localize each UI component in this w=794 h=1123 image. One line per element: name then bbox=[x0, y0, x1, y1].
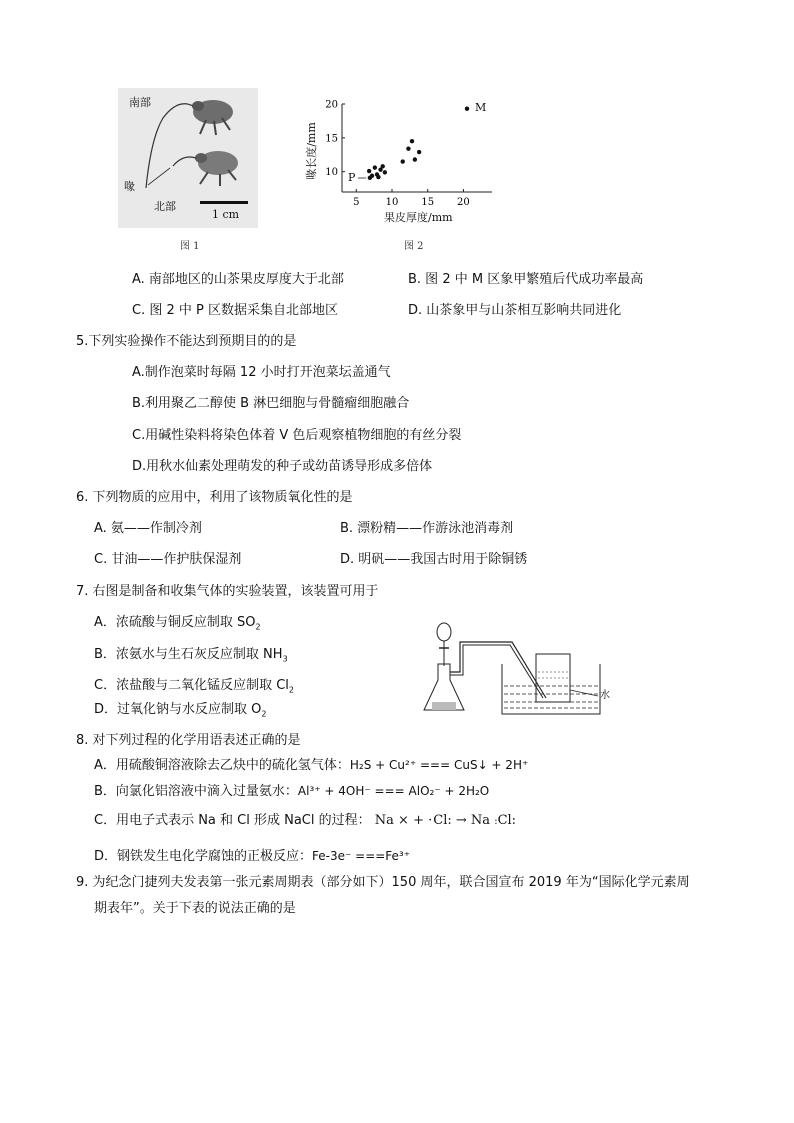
q6-option-d: D. 明矾——我国古时用于除铜锈 bbox=[340, 552, 528, 567]
q8-option-c: C．用电子式表示 Na 和 Cl 形成 NaCl 的过程： Na × + ·Cl: → Na :Cl: bbox=[94, 813, 517, 828]
q6-option-a: A. 氨——作制冷剂 bbox=[94, 521, 202, 536]
data-point bbox=[413, 157, 417, 161]
label-beak: 喙 bbox=[124, 180, 135, 193]
y-tick-label: 15 bbox=[325, 133, 338, 145]
q4-option-b: B. 图 2 中 M 区象甲繁殖后代成功率最高 bbox=[408, 272, 644, 287]
y-tick-label: 10 bbox=[325, 167, 338, 179]
q5-stem: 5.下列实验操作不能达到预期目的的是 bbox=[76, 334, 297, 349]
q8-option-b: B．向氯化铝溶液中滴入过量氨水：Al³⁺ + 4OH⁻ === AlO₂⁻ + 2H₂O bbox=[94, 784, 490, 799]
q9-stem-line2: 期表年”。关于下表的说法正确的是 bbox=[94, 901, 296, 916]
data-point bbox=[383, 170, 387, 174]
data-point bbox=[376, 175, 380, 179]
q8-option-d: D．钢铁发生电化学腐蚀的正极反应：Fe-3e⁻ ===Fe³⁺ bbox=[94, 849, 411, 864]
data-point bbox=[417, 150, 421, 154]
gas-apparatus-figure bbox=[420, 618, 620, 718]
data-point bbox=[373, 165, 377, 169]
figure-1-caption: 图 1 bbox=[180, 241, 200, 252]
q7-option-d: D．过氧化钠与水反应制取 $O_2$ bbox=[94, 702, 267, 719]
x-tick-label: 20 bbox=[457, 197, 470, 208]
water-label: 水 bbox=[600, 690, 610, 701]
x-tick-label: 5 bbox=[353, 197, 360, 208]
point-M-label: M bbox=[475, 101, 487, 114]
q6-option-b: B. 漂粉精——作游泳池消毒剂 bbox=[340, 521, 514, 536]
data-point bbox=[367, 169, 371, 173]
y-axis-label: 喙长度/mm bbox=[304, 122, 318, 180]
electron-formula: Na × + ·Cl: → Na :Cl: bbox=[374, 813, 517, 828]
q6-stem: 6. 下列物质的应用中，利用了该物质氧化性的是 bbox=[76, 490, 353, 505]
apparatus-drawing bbox=[420, 618, 620, 718]
q6-option-c: C. 甘油——作护肤保湿剂 bbox=[94, 552, 242, 567]
q5-option-d: D.用秋水仙素处理萌发的种子或幼苗诱导形成多倍体 bbox=[132, 459, 433, 474]
q8-stem: 8. 对下列过程的化学用语表述正确的是 bbox=[76, 733, 301, 748]
x-tick-label: 15 bbox=[421, 197, 435, 208]
data-point bbox=[381, 164, 385, 168]
data-point bbox=[410, 139, 414, 143]
label-north: 北部 bbox=[154, 200, 176, 213]
data-point bbox=[401, 159, 405, 163]
q5-option-a: A.制作泡菜时每隔 12 小时打开泡菜坛盖通气 bbox=[132, 365, 391, 380]
label-south: 南部 bbox=[129, 96, 151, 109]
q9-stem-line1: 9. 为纪念门捷列夫发表第一张元素周期表（部分如下）150 周年，联合国宣布 2019 年为“国际化学元素周 bbox=[76, 875, 690, 890]
x-axis-label: 果皮厚度/mm bbox=[384, 211, 453, 224]
figure-1 bbox=[118, 88, 258, 228]
data-point bbox=[406, 146, 410, 150]
y-tick-label: 20 bbox=[325, 99, 338, 111]
q7-option-a: A．浓硫酸与铜反应制取 $SO_2$ bbox=[94, 615, 261, 632]
x-tick-label: 10 bbox=[385, 197, 399, 208]
q8-option-a: A．用硫酸铜溶液除去乙炔中的硫化氢气体：H₂S + Cu²⁺ === CuS↓ + 2H⁺ bbox=[94, 758, 529, 773]
data-point bbox=[368, 176, 372, 180]
data-point bbox=[465, 107, 469, 111]
q4-option-d: D. 山茶象甲与山茶相互影响共同进化 bbox=[408, 303, 622, 318]
scale-label: 1 cm bbox=[212, 208, 240, 221]
q4-option-a: A. 南部地区的山茶果皮厚度大于北部 bbox=[132, 272, 344, 287]
q7-option-b: B．浓氨水与生石灰反应制取 $NH_3$ bbox=[94, 647, 288, 664]
q7-stem: 7. 右图是制备和收集气体的实验装置，该装置可用于 bbox=[76, 584, 379, 599]
figure-2 bbox=[300, 88, 510, 228]
q5-option-c: C.用碱性染料将染色体着 V 色后观察植物细胞的有丝分裂 bbox=[132, 428, 462, 443]
figure-2-caption: 图 2 bbox=[404, 241, 424, 252]
q4-option-c: C. 图 2 中 P 区数据采集自北部地区 bbox=[132, 303, 338, 318]
q5-option-b: B.利用聚乙二醇使 B 淋巴细胞与骨髓瘤细胞融合 bbox=[132, 396, 410, 411]
point-P-label: P bbox=[348, 171, 356, 184]
q7-option-c: C．浓盐酸与二氧化锰反应制取 $Cl_2$ bbox=[94, 678, 294, 695]
